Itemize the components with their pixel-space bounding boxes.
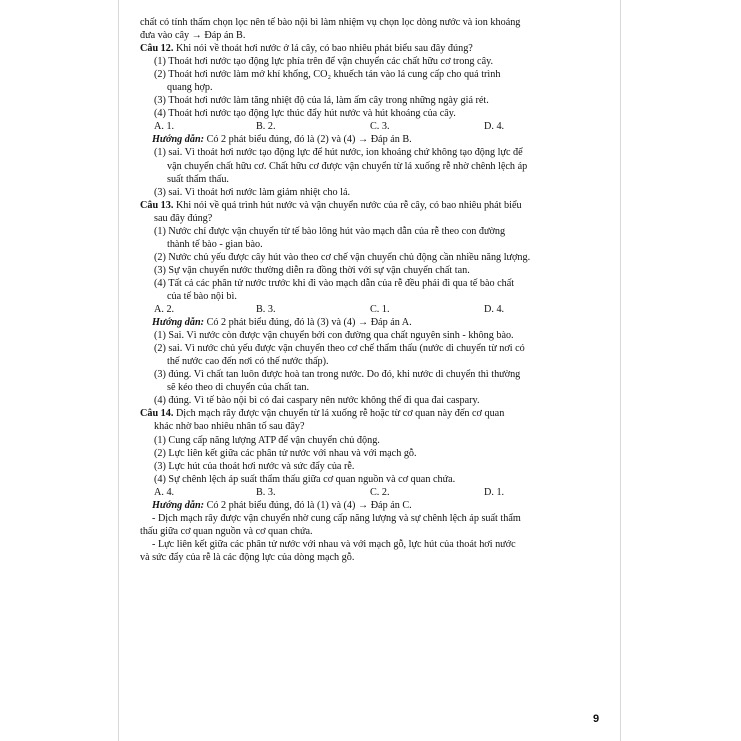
q12-answer-a: A. 1. xyxy=(154,121,175,133)
q12-statement-2: (2) Thoát hơi nước làm mở khí khổng, CO₂ khuếch tán vào lá cung cấp cho quá trình xyxy=(154,69,501,81)
q14-guide-label: Hướng dẫn: xyxy=(152,499,205,511)
q13-statement-1-cont: thành tế bào - gian bào. xyxy=(167,238,263,250)
q12-text: Khi nói về thoát hơi nước ở lá cây, có bao nhiêu phát biểu sau đây đúng? xyxy=(173,43,473,55)
q12-statement-2-cont: quang hợp. xyxy=(167,82,213,94)
q13-heading xyxy=(140,199,608,212)
q12-heading xyxy=(140,42,608,55)
q14-statement-2: (2) Lực liên kết giữa các phân tử nước với nhau và với mạch gỗ. xyxy=(154,447,417,459)
q13-guide-label: Hướng dẫn: xyxy=(152,317,205,329)
q13-answers xyxy=(140,303,608,316)
q14-explain-1: - Dịch mạch rây được vận chuyển nhờ cung cấp năng lượng và sự chênh lệch áp suất thẩm xyxy=(152,512,521,524)
q13-explain-2: (2) sai. Vì nước chủ yếu được vận chuyển theo cơ chế thẩm thấu (nước di chuyển từ nơi có xyxy=(154,343,525,355)
q13-statement-4: (4) Tất cả các phân tử nước trước khi đi vào mạch dẫn của rễ đều phải đi qua tế bào chất xyxy=(154,277,515,289)
intro-line-2: đưa vào cây → Đáp án B. xyxy=(140,30,246,42)
q13-answer-c: C. 1. xyxy=(370,304,390,316)
q12-explain-1-cont2: suất thẩm thấu. xyxy=(167,173,229,185)
page-content xyxy=(140,16,608,564)
q14-answers xyxy=(140,486,608,499)
q13-statement-1: (1) Nước chỉ được vận chuyển từ tế bào lông hút vào mạch dẫn của rễ theo con đường xyxy=(154,225,506,237)
page-edge-left xyxy=(118,0,119,741)
q13-statement-3: (3) Sự vận chuyển nước thường diễn ra đồng thời với sự vận chuyển chất tan. xyxy=(154,264,470,276)
q13-guide xyxy=(140,316,608,329)
q14-answer-d: D. 1. xyxy=(484,486,505,498)
q14-guide-text: Có 2 phát biểu đúng, đó là (1) và (4) → Đáp án C. xyxy=(204,499,412,511)
q13-answer-d: D. 4. xyxy=(484,304,505,316)
q12-answers xyxy=(140,120,608,133)
intro-line-1: chất có tính thấm chọn lọc nên tế bào nội bì làm nhiệm vụ chọn lọc dòng nước và ion khoáng xyxy=(140,17,521,28)
q12-guide xyxy=(140,133,608,146)
q13-guide-text: Có 2 phát biểu đúng, đó là (3) và (4) → Đáp án A. xyxy=(204,317,412,329)
q13-label: Câu 13. xyxy=(140,199,174,211)
q13-explain-4: (4) đúng. Vì tế bào nội bì có đai caspary nên nước không thể đi qua đai caspary. xyxy=(154,395,480,407)
q12-answer-d: D. 4. xyxy=(484,121,505,133)
q14-answer-c: C. 2. xyxy=(370,486,390,498)
q14-answer-a: A. 4. xyxy=(154,486,175,498)
q14-label: Câu 14. xyxy=(140,408,174,420)
q14-explain-2-cont: và sức đẩy của rễ là các động lực của dòng mạch gỗ. xyxy=(140,551,355,563)
q13-explain-1: (1) Sai. Vì nước còn được vận chuyển bởi con đường qua chất nguyên sinh - không bào. xyxy=(154,330,514,342)
page-edge-right xyxy=(620,0,621,741)
q12-answer-b: B. 2. xyxy=(256,121,276,133)
q13-answer-b: B. 3. xyxy=(256,304,276,316)
q13-explain-3-cont: sẽ kéo theo di chuyển của chất tan. xyxy=(167,382,310,394)
q14-statement-3: (3) Lực hút của thoát hơi nước và sức đẩy của rễ. xyxy=(154,460,355,472)
q12-label: Câu 12. xyxy=(140,43,174,55)
q12-statement-4: (4) Thoát hơi nước tạo động lực thúc đẩy hút nước và hút khoáng của cây. xyxy=(154,108,456,120)
q13-explain-2-cont: thế nước cao đến nơi có thế nước thấp). xyxy=(167,356,329,368)
q12-statement-3: (3) Thoát hơi nước làm tăng nhiệt độ của lá, làm ấm cây trong những ngày giá rét. xyxy=(154,95,489,107)
q14-text: Dịch mạch rây được vận chuyển từ lá xuống rễ hoặc từ cơ quan này đến cơ quan xyxy=(173,408,505,420)
q14-answer-b: B. 3. xyxy=(256,486,276,498)
q12-explain-1: (1) sai. Vì thoát hơi nước tạo động lực để hút nước, ion khoáng chứ không tạo động lực để xyxy=(154,147,523,159)
q12-explain-1-cont: vận chuyển chất hữu cơ. Chất hữu cơ được vận chuyển từ lá xuống rễ nhờ chênh lệch áp xyxy=(167,160,528,172)
q13-answer-a: A. 2. xyxy=(154,304,175,316)
q14-heading-cont: khác nhờ bao nhiêu nhân tố sau đây? xyxy=(154,421,305,433)
q14-statement-1: (1) Cung cấp năng lượng ATP để vận chuyển chủ động. xyxy=(154,434,380,446)
q14-heading xyxy=(140,407,608,420)
q14-guide xyxy=(140,499,608,512)
page-number: 9 xyxy=(593,713,600,725)
q13-statement-4-cont: của tế bào nội bì. xyxy=(167,290,237,302)
q12-explain-3: (3) sai. Vì thoát hơi nước làm giảm nhiệt cho lá. xyxy=(154,186,351,198)
q12-statement-1: (1) Thoát hơi nước tạo động lực phía trên để vận chuyển các chất hữu cơ trong cây. xyxy=(154,56,494,68)
q14-statement-4: (4) Sự chênh lệch áp suất thẩm thấu giữa cơ quan nguồn và cơ quan chứa. xyxy=(154,473,456,485)
q13-statement-2: (2) Nước chủ yếu được cây hút vào theo cơ chế vận chuyển chủ động cần nhiều năng lượng. xyxy=(154,251,531,263)
q13-heading-cont: sau đây đúng? xyxy=(154,212,213,224)
q13-explain-3: (3) đúng. Vì chất tan luôn được hoà tan trong nước. Do đó, khi nước di chuyển thì thường xyxy=(154,369,521,381)
q12-guide-label: Hướng dẫn: xyxy=(152,134,205,146)
q12-guide-text: Có 2 phát biểu đúng, đó là (2) và (4) → Đáp án B. xyxy=(204,134,412,146)
q14-explain-1-cont: thấu giữa cơ quan nguồn và cơ quan chứa. xyxy=(140,525,313,537)
q13-text: Khi nói về quá trình hút nước và vận chuyển nước của rễ cây, có bao nhiêu phát biểu xyxy=(173,199,522,211)
q12-answer-c: C. 3. xyxy=(370,121,390,133)
q14-explain-2: - Lực liên kết giữa các phân tử nước với nhau và với mạch gỗ, lực hút của thoát hơi nước xyxy=(152,538,516,550)
